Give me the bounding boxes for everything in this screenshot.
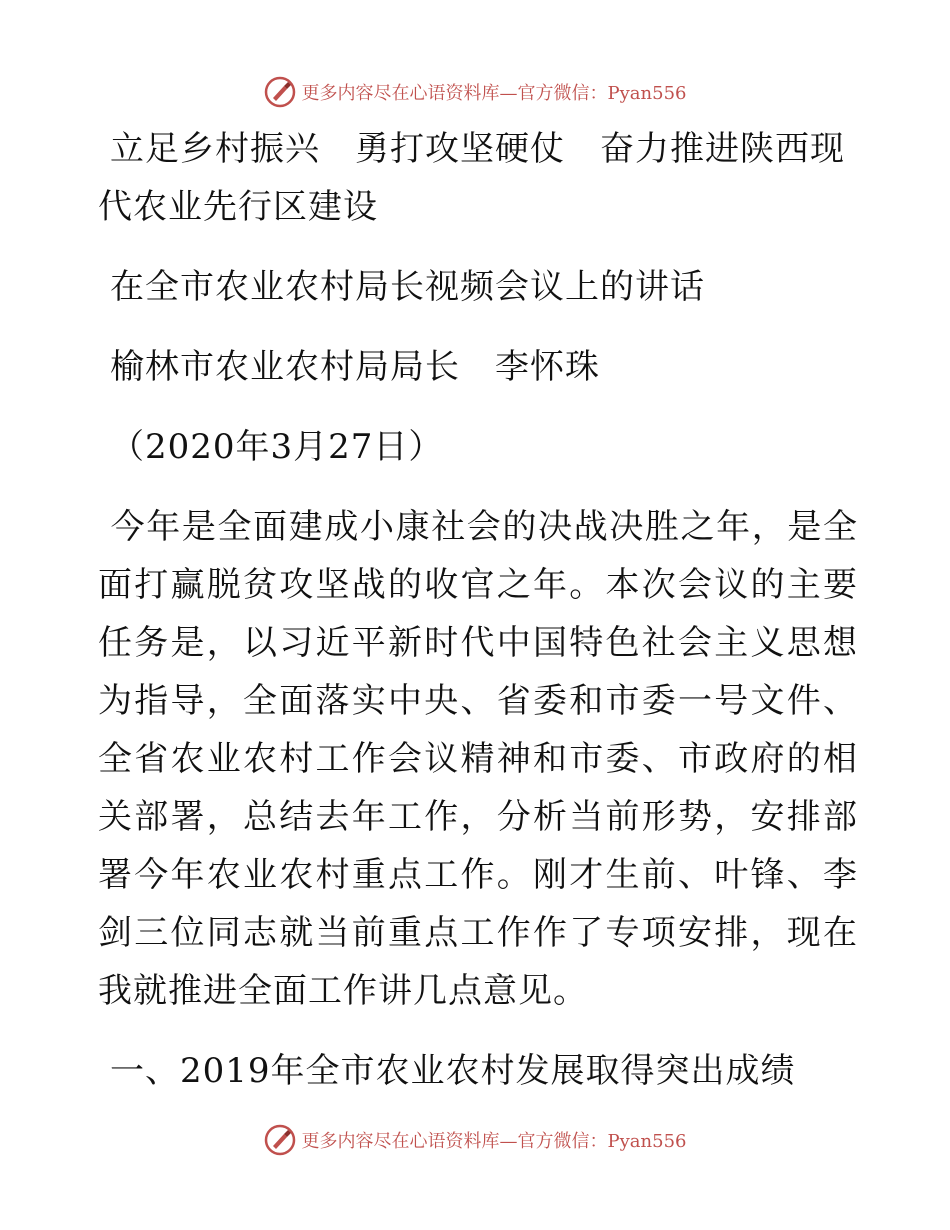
speaker-line: 榆林市农业农村局局长 李怀珠 (110, 347, 600, 387)
watermark-text: 更多内容尽在心语资料库—官方微信：Pyan556 (301, 1131, 687, 1152)
date-line: （2020年3月27日） (110, 427, 444, 467)
document-body (98, 120, 858, 1100)
document-title-line-2: 代农业先行区建设 (98, 187, 378, 227)
watermark-text: 更多内容尽在心语资料库—官方微信：Pyan556 (301, 83, 687, 104)
document-title-line-1: 立足乡村振兴 勇打攻坚硬仗 奋力推进陕西现 (110, 129, 845, 169)
pen-logo-icon (264, 1124, 296, 1156)
pen-logo-icon (264, 76, 296, 108)
watermark-footer (0, 1120, 950, 1160)
intro-paragraph (98, 498, 858, 1020)
watermark-header (0, 72, 950, 112)
document-subtitle: 在全市农业农村局长视频会议上的讲话 (110, 267, 705, 307)
section-1-heading: 一、2019年全市农业农村发展取得突出成绩 (110, 1051, 796, 1091)
intro-paragraph-text: 今年是全面建成小康社会的决战决胜之年，是全面打赢脱贫攻坚战的收官之年。本次会议的主要任务是，以习近平新时代中国特色社会主义思想为指导，全面落实中央、省委和市委一号文件、全省农业农村工作会议精神和市委、市政府的相关部署，总结去年工作，分析当前形势，安排部署今年农业农村重点工作。刚才生前、叶锋、李剑三位同志就当前重点工作作了专项安排，现在我就推进全面工作讲几点意见。 (98, 507, 858, 1011)
